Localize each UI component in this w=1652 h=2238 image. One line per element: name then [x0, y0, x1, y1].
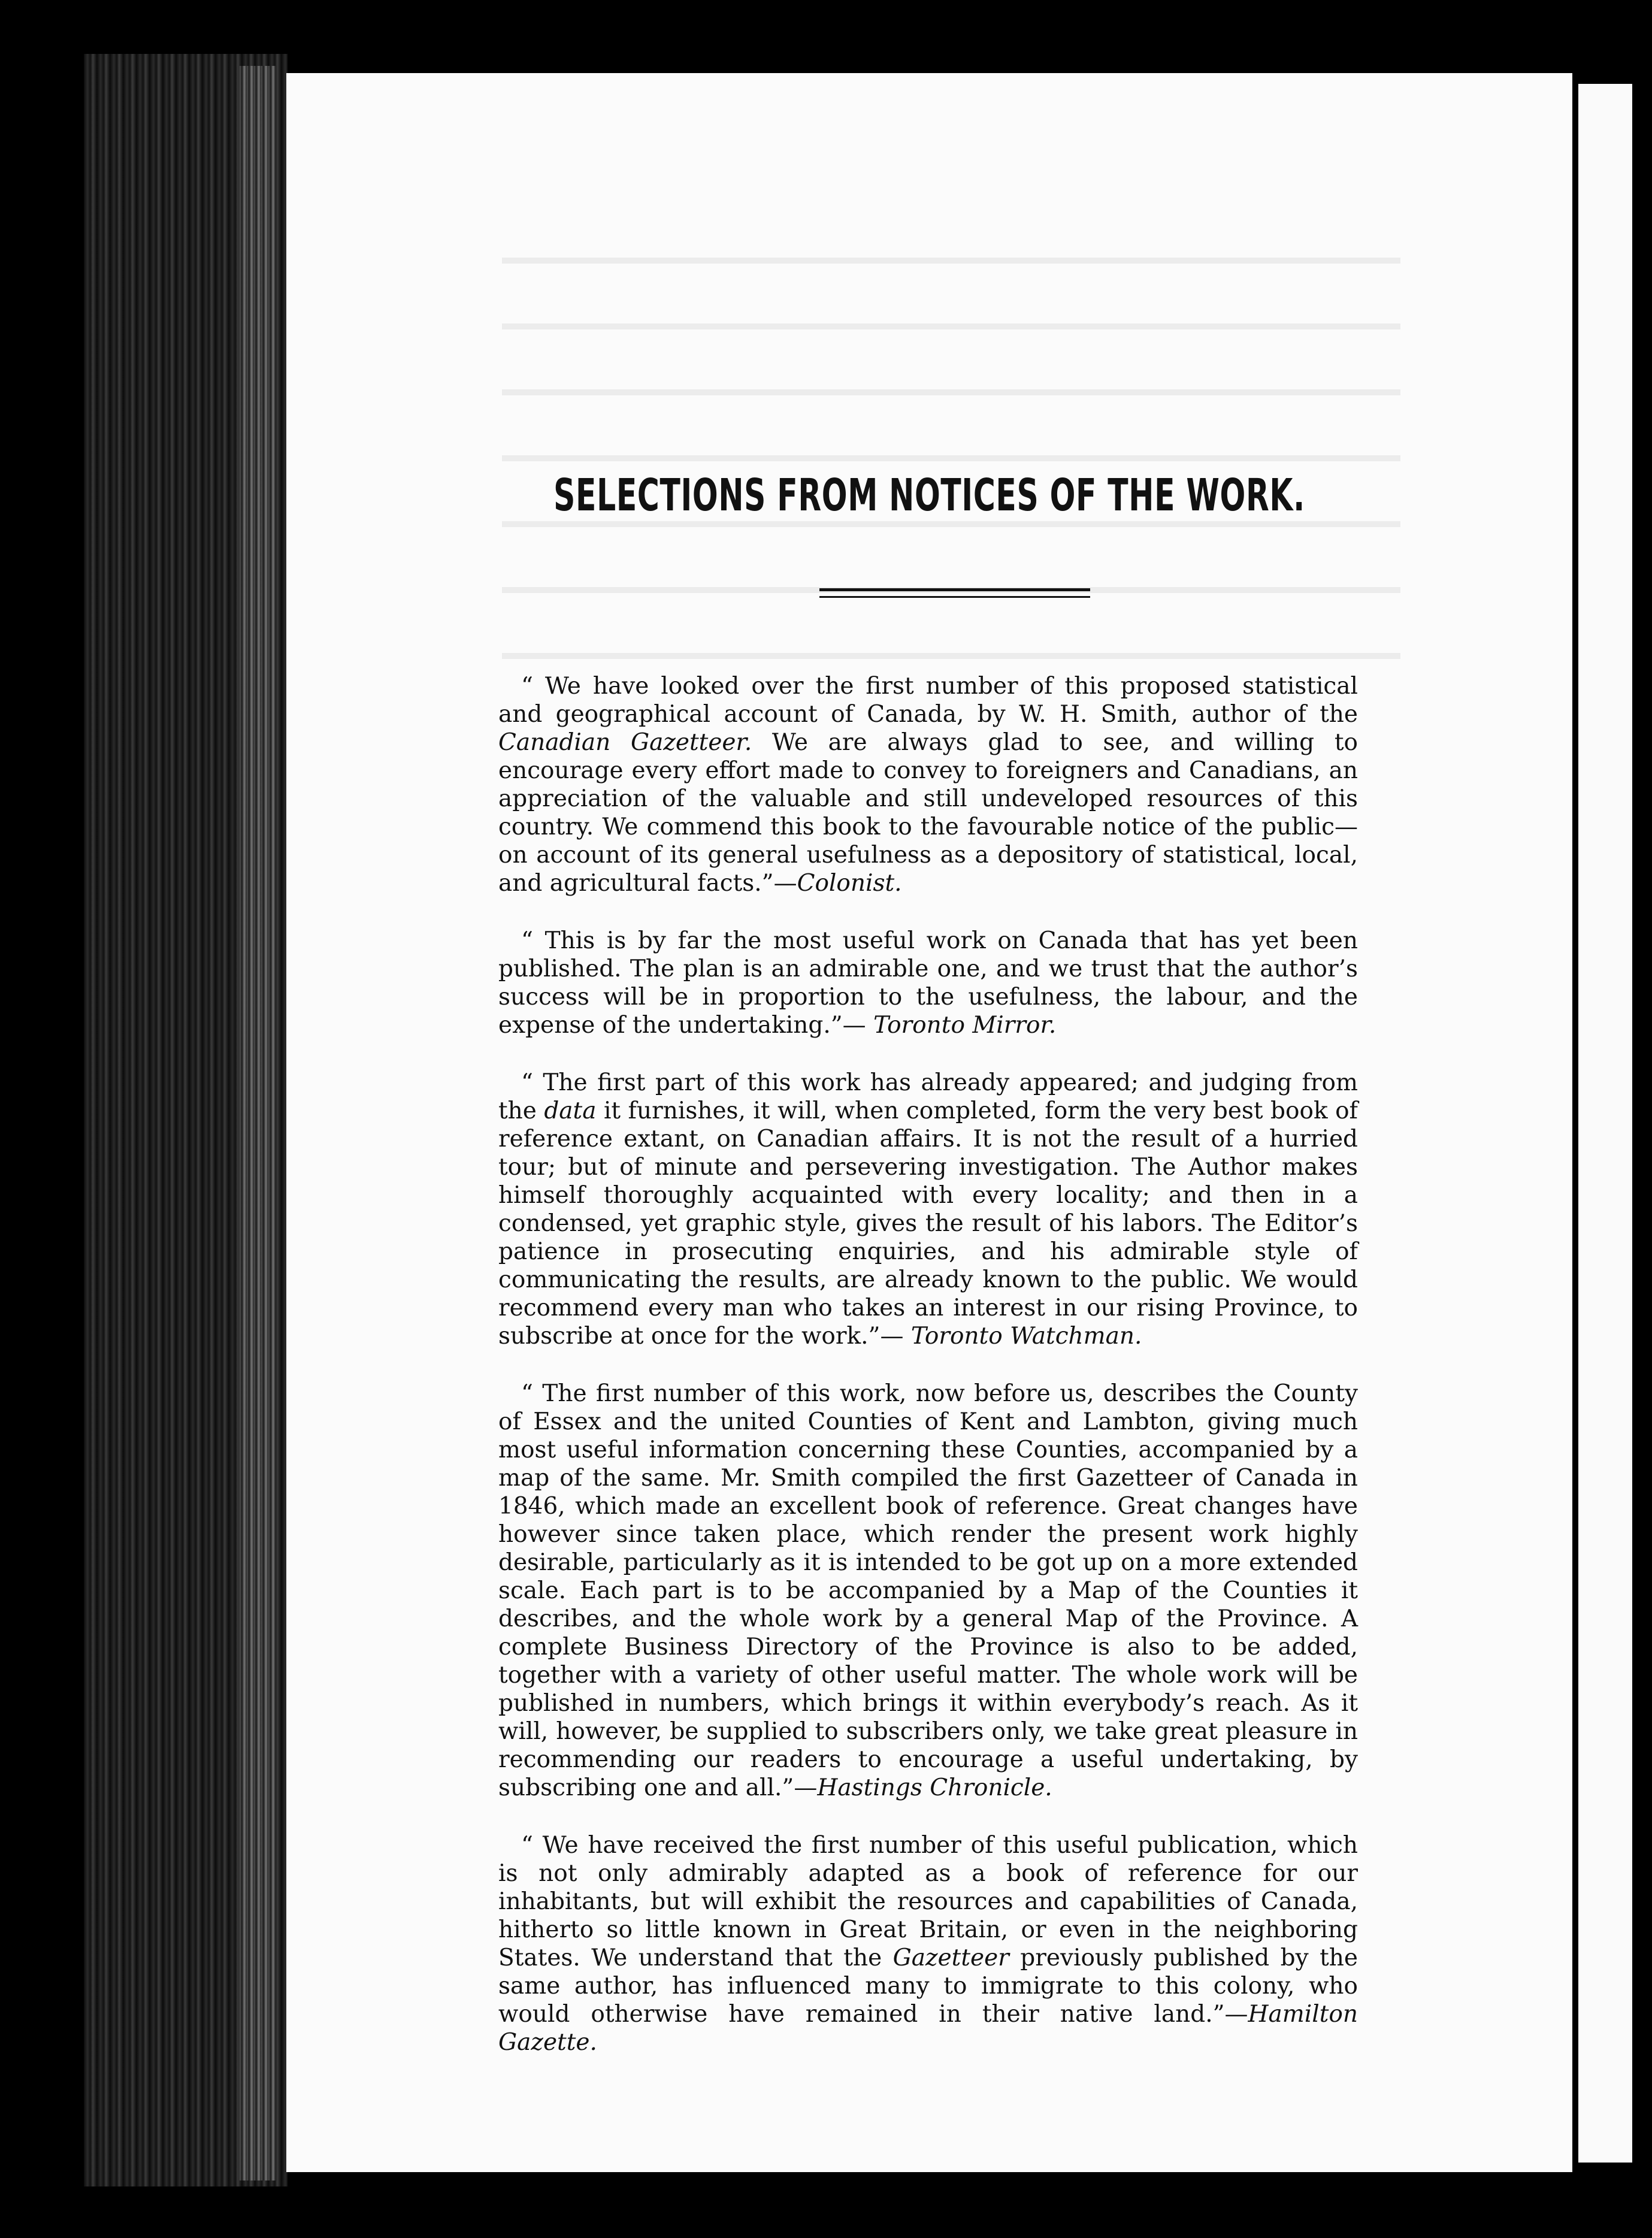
notice-source: Hastings Chronicle.	[817, 1774, 1052, 1801]
page-edges	[240, 66, 276, 2180]
notice-toronto-watchman	[498, 1069, 1358, 1350]
notice-text: previously published by the same author, has influenced many to immigrate to this colony, who would otherwise have remained in their native land.”—	[498, 1944, 1358, 2028]
notice-text: “ We have received the first number of this useful publication, which is not only admirably adapted as a book of reference for our inhabitants, but will exhibit the resources and capabilities of Canada, hitherto so little known in Great Britain, or even in the neighboring States. We understand that the	[498, 1832, 1358, 1971]
book-page	[286, 73, 1572, 2172]
notice-text: it furnishes, it will, when completed, form the very best book of reference extant, on Canadian affairs. It is not the result of a hurried tour; but of minute and persevering investigation. The Author makes himself thoroughly acquainted with every locality; and then in a condensed, yet graphic style, gives the result of his labors. The Editor’s patience in prosecuting enquiries, and his admirable style of communicating the results, are already known to the public. We would recommend every man who takes an interest in our rising Province, to subscribe at once for the work.”—	[498, 1097, 1358, 1350]
page-title: SELECTIONS FROM NOTICES OF THE WORK.	[553, 470, 1305, 521]
notice-source: Toronto Watchman.	[910, 1323, 1142, 1350]
notice-source: Toronto Mirror.	[873, 1012, 1057, 1039]
notice-source: Hamilton Gazette.	[498, 2001, 1358, 2056]
notice-hastings-chronicle	[498, 1380, 1358, 1802]
notice-italic: data	[544, 1097, 597, 1124]
notice-text: We are always glad to see, and willing to encourage every effort made to convey to foreigners and Canadians, an appreciation of the valuable and still undeveloped resources of this country. We commend this book to the favourable notice of the public—on account of its general usefulness as a depository of statistical, local, and agricultural facts.”—	[498, 729, 1358, 897]
notice-colonist	[498, 672, 1358, 897]
notice-text: “ We have looked over the first number of this proposed statistical and geographical account of Canada, by W. H. Smith, author of the	[498, 673, 1358, 728]
notice-italic: Gazetteer	[892, 1944, 1009, 1971]
notices	[498, 672, 1358, 2086]
notice-source: Colonist.	[797, 870, 902, 897]
title-rule	[819, 588, 1090, 598]
notice-italic: Canadian Gazetteer.	[498, 729, 752, 756]
notice-text: “ The first part of this work has already appeared; and judging from the	[498, 1069, 1358, 1124]
notice-toronto-mirror	[498, 927, 1358, 1039]
bleed-through-shadow	[502, 229, 1400, 708]
notice-hamilton-gazette	[498, 1831, 1358, 2056]
notice-text: “ The first number of this work, now before us, describes the County of Essex and the united Counties of Kent and Lambton, giving much most useful information concerning these Counties, accompanied by a map of the same. Mr. Smith compiled the first Gazetteer of Canada in 1846, which made an excellent book of reference. Great changes have however since taken place, which render the present work highly desirable, particularly as it is intended to be got up on a more extended scale. Each part is to be accompanied by a Map of the Counties it describes, and the whole work by a general Map of the Province. A complete Business Directory of the Province is also to be added, together with a variety of other useful matter. The whole work will be published in numbers, which brings it within everybody’s reach. As it will, however, be supplied to subscribers only, we take great pleasure in recommending our readers to encourage a useful undertaking, by subscribing one and all.”—	[498, 1380, 1358, 1801]
notice-text: “ This is by far the most useful work on Canada that has yet been published. The plan is an admirable one, and we trust that the author’s success will be in proportion to the usefulness, the labour, and the expense of the undertaking.”—	[498, 927, 1358, 1039]
facing-page-edge	[1578, 84, 1632, 2163]
